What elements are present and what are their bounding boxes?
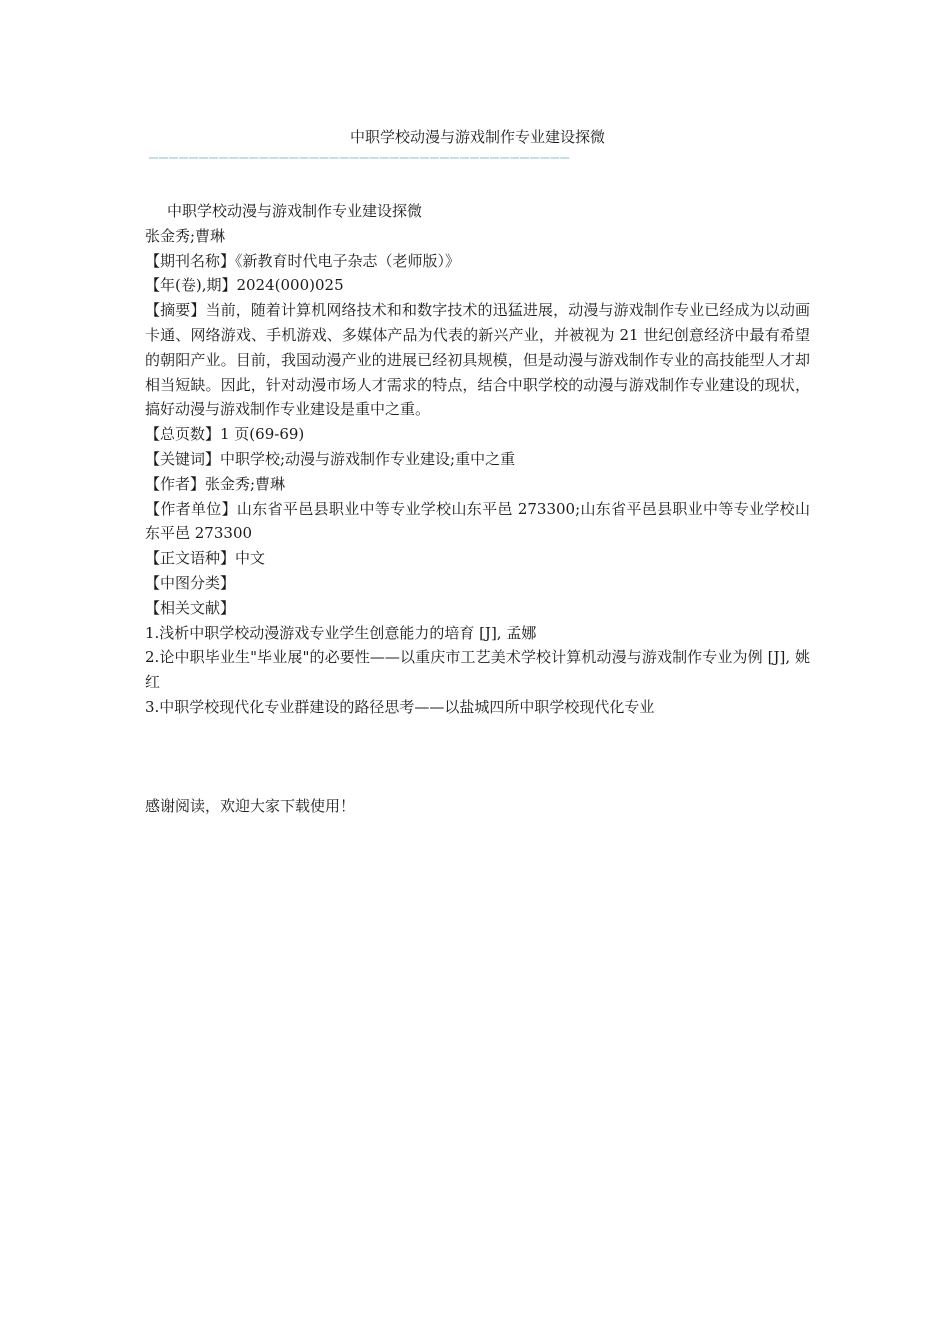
spacer (145, 720, 810, 794)
authors-line: 张金秀;曹琳 (145, 226, 226, 245)
thanks-line: 感谢阅读，欢迎大家下载使用！ (145, 796, 356, 815)
article-body (145, 199, 810, 819)
total-pages: 【总页数】1 页(69-69) (145, 425, 305, 444)
author: 【作者】张金秀;曹琳 (145, 474, 286, 493)
author-affiliation: 【作者单位】山东省平邑县职业中等专业学校山东平邑 273300;山东省平邑县职业中等专业学校山东平邑 273300 (145, 499, 810, 543)
article-title: 中职学校动漫与游戏制作专业建设探微 (167, 202, 423, 220)
related-item-2: 2.论中职毕业生"毕业展"的必要性——以重庆市工艺美术学校计算机动漫与游戏制作专业为例 [J], 姚红 (145, 648, 810, 692)
year-issue: 【年(卷),期】2024(000)025 (145, 276, 344, 295)
related-item-1: 1.浅析中职学校动漫游戏专业学生创意能力的培育 [J], 孟娜 (145, 623, 537, 642)
header-title: 中职学校动漫与游戏制作专业建设探微 (349, 128, 605, 146)
keywords: 【关键词】中职学校;动漫与游戏制作专业建设;重中之重 (145, 449, 516, 468)
related-item-3: 3.中职学校现代化专业群建设的路径思考——以盐城四所中职学校现代化专业 (145, 697, 655, 716)
classification: 【中图分类】 (145, 573, 236, 592)
text-language: 【正文语种】中文 (145, 549, 266, 568)
journal-name: 【期刊名称】《新教育时代电子杂志（老师版）》 (145, 251, 461, 270)
related-heading: 【相关文献】 (145, 598, 236, 617)
abstract: 【摘要】当前，随着计算机网络技术和和数字技术的迅猛进展，动漫与游戏制作专业已经成为以动画卡通、网络游戏、手机游戏、多媒体产品为代表的新兴产业，并被视为 21 世纪创意经济中最有希望的朝阳产业。目前，我国动漫产业的进展已经初具规模，但是动漫与游戏制作专业的高技能型人才却相当短缺。因此，针对动漫市场人才需求的特点，结合中职学校的动漫与游戏制作专业建设的现状，搞好动漫与游戏制作专业建设是重中之重。 (145, 301, 810, 419)
header-divider: —————————————————————————————————————————— (149, 148, 571, 166)
